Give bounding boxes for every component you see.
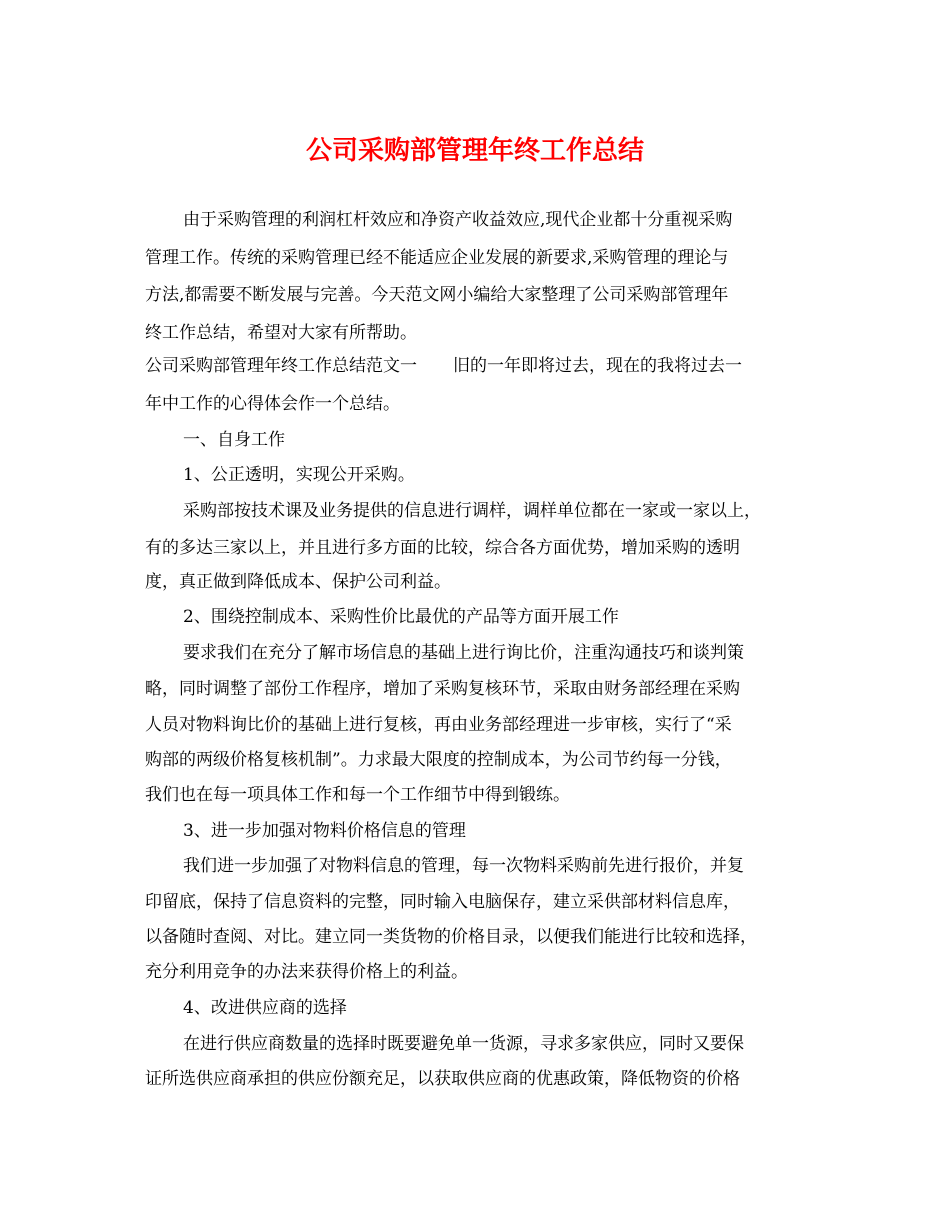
- paragraph-line: 度，真正做到降低成本、保护公司利益。: [145, 572, 451, 592]
- paragraph-line: 在进行供应商数量的选择时既要避免单一货源，寻求多家供应，同时又要保: [183, 1034, 744, 1054]
- subsection-heading: 3、进一步加强对物料价格信息的管理: [183, 821, 466, 841]
- subsection-heading: 1、公正透明，实现公开采购。: [183, 465, 415, 485]
- sample-intro: 旧的一年即将过去，现在的我将过去一: [453, 356, 742, 376]
- paragraph-line: 方法,都需要不断发展与完善。今天范文网小编给大家整理了公司采购部管理年: [145, 285, 729, 305]
- paragraph-line: 人员对物料询比价的基础上进行复核，再由业务部经理进一步审核，实行了“采: [145, 715, 732, 735]
- paragraph-line: 有的多达三家以上，并且进行多方面的比较，综合各方面优势，增加采购的透明: [145, 538, 740, 558]
- sample-heading: 公司采购部管理年终工作总结范文一: [145, 356, 417, 376]
- subsection-heading: 4、改进供应商的选择: [183, 998, 347, 1018]
- paragraph-line: 采购部按技术课及业务提供的信息进行调样，调样单位都在一家或一家以上，: [183, 501, 761, 521]
- paragraph-line: 以备随时查阅、对比。建立同一类货物的价格目录，以便我们能进行比较和选择，: [145, 927, 757, 947]
- paragraph-line: 要求我们在充分了解市场信息的基础上进行询比价，注重沟通技巧和谈判策: [183, 643, 744, 663]
- paragraph-line: 证所选供应商承担的供应份额充足，以获取供应商的优惠政策，降低物资的价格: [145, 1069, 740, 1089]
- paragraph-line: 印留底，保持了信息资料的完整，同时输入电脑保存，建立采供部材料信息库，: [145, 892, 740, 912]
- paragraph-line: 我们进一步加强了对物料信息的管理，每一次物料采购前先进行报价，并复: [183, 856, 744, 876]
- subsection-heading: 2、围绕控制成本、采购性价比最优的产品等方面开展工作: [183, 607, 619, 627]
- document-title: 公司采购部管理年终工作总结: [305, 136, 644, 166]
- paragraph-line: 略，同时调整了部份工作程序，增加了采购复核环节，采取由财务部经理在采购: [145, 679, 740, 699]
- paragraph-line: 管理工作。传统的采购管理已经不能适应企业发展的新要求,采购管理的理论与: [145, 248, 729, 268]
- paragraph-line: 终工作总结，希望对大家有所帮助。: [145, 323, 417, 343]
- section-heading: 一、自身工作: [183, 430, 285, 450]
- paragraph-line: 由于采购管理的利润杠杆效应和净资产收益效应,现代企业都十分重视采购: [183, 210, 733, 230]
- paragraph-line: 年中工作的心得体会作一个总结。: [145, 394, 400, 414]
- paragraph-line: 充分利用竞争的办法来获得价格上的利益。: [145, 962, 468, 982]
- paragraph-line-with-gap: [145, 354, 742, 378]
- paragraph-line: 购部的两级价格复核机制”。力求最大限度的控制成本，为公司节约每一分钱，: [145, 750, 732, 770]
- paragraph-line: 我们也在每一项具体工作和每一个工作细节中得到锻练。: [145, 785, 570, 805]
